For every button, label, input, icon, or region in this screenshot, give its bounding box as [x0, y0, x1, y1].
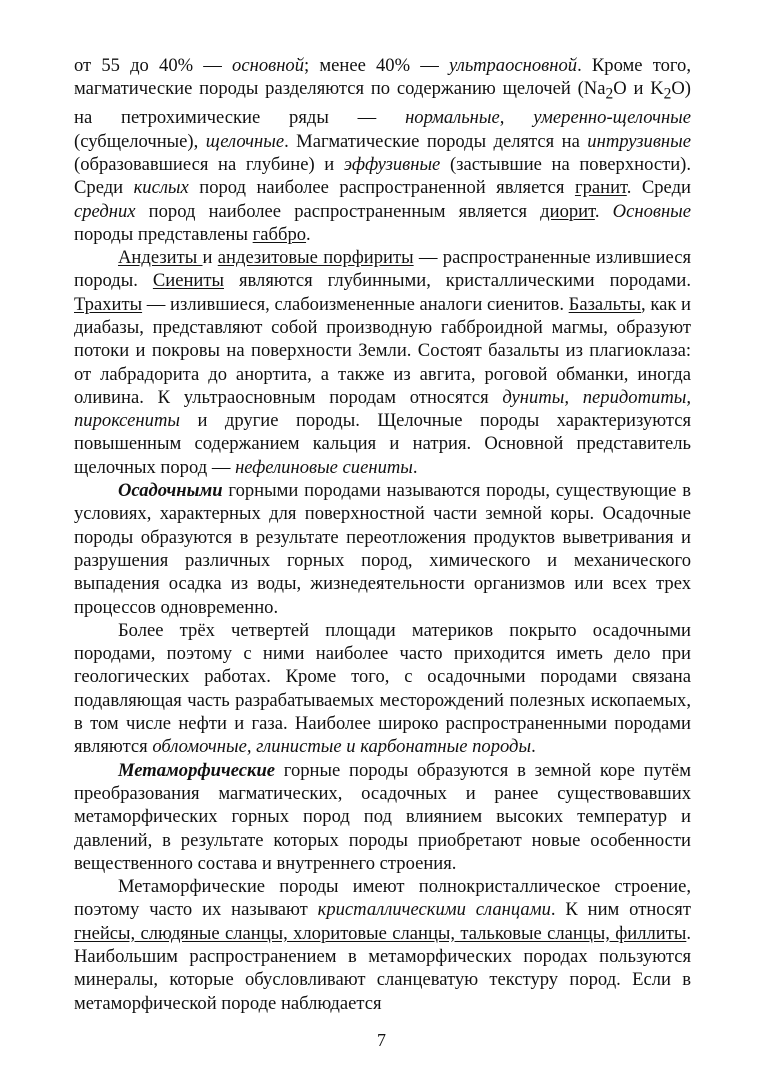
- term-sedimentary-types: обломочные, глинистые и карбонатные породы: [152, 736, 532, 758]
- term-nepheline-syenites: нефелиновые сиениты: [235, 456, 413, 478]
- text-run: ,: [499, 107, 534, 129]
- paragraph-sedimentary-definition: [74, 479, 691, 619]
- term-metamorphic-rock-list: гнейсы, слюдяные сланцы, хлоритовые сланцы, тальковые сланцы, филлиты: [74, 922, 687, 944]
- text-run: Более трёх четвертей площади материков покрыто осадочными породами, поэтому с ними наиболее часто приходится иметь дело при геологических работах. Кроме того, с осадочными породами связана подавляющая часть разрабатываемых месторождений полезных ископаемых, в том числе нефти и газа. Наиболее широко распространенными породами являются: [74, 619, 691, 758]
- term-ultrabasic-list: дуниты, перидотиты, пироксениты: [74, 386, 691, 432]
- text-run: . Кроме того, магматические породы разделяются по содержанию щелочей (Na: [74, 55, 691, 100]
- term-granite: гранит: [574, 177, 627, 199]
- text-run: . Наибольшим распространением в метаморфических породах пользуются минералы, которые обусловливают сланцеватую текстуру пород. Если в метаморфической породе наблюдается: [74, 922, 691, 1014]
- term-intermediate: средних: [74, 200, 136, 222]
- term-basalts: Базальты: [568, 293, 642, 315]
- subscript: 2: [605, 86, 614, 104]
- term-crystalline-schists: кристаллическими сланцами: [317, 899, 551, 921]
- term-andesite-porphyrites: андезитовые порфириты: [217, 247, 414, 269]
- text-run: от 55 до 40% —: [74, 55, 233, 76]
- term-ultrabasic: ультраосновной: [449, 55, 578, 76]
- text-run: , как и диабазы, представляют собой производную габброидной магмы, образуют потоки и покровы на поверхности Земли. Состоят базальты из плагиоклаза: от лабрадорита до анортита, а также из авгита, роговой обманки, иногда оливина. К ультраосновным породам относятся: [74, 293, 692, 408]
- text-run: .: [531, 736, 536, 758]
- term-diorite: диорит: [540, 200, 595, 222]
- text-run: . К ним относят: [550, 899, 691, 921]
- text-run: Метаморфические породы имеют полнокристаллическое строение, поэтому часто их называют: [74, 876, 691, 921]
- term-andesites: Андезиты: [118, 247, 203, 269]
- term-syenites: Сиениты: [152, 270, 224, 292]
- paragraph-metamorphic-definition: [74, 759, 691, 875]
- text-run: пород наиболее распространенной является: [188, 177, 575, 199]
- paragraph-sedimentary-distribution: [74, 619, 691, 759]
- text-run: (застывшие на поверхности). Среди: [74, 153, 691, 199]
- paragraph-metamorphic-structure: [74, 875, 691, 1015]
- term-metamorphic: Метаморфические: [118, 759, 276, 781]
- term-trachytes: Трахиты: [74, 293, 143, 315]
- term-intrusive: интрузивные: [587, 130, 691, 152]
- term-gabbro: габбро: [252, 223, 307, 245]
- text-run: (образовавшиеся на глубине) и: [74, 153, 344, 175]
- term-basic: основной: [232, 55, 305, 76]
- page-number: 7: [377, 1030, 386, 1050]
- document-page: [74, 54, 691, 1015]
- text-run: . Магматические породы делятся на: [284, 130, 588, 152]
- text-run: — излившиеся, слабоизмененные аналоги сиенитов.: [142, 293, 569, 315]
- text-run: пород наиболее распространенным является: [135, 200, 541, 222]
- text-run: горными породами называются породы, существующие в условиях, характерных для поверхностной части земной коры. Осадочные породы образуются в результате переотложения продуктов выветривания и разрушения различных горных пород, химического и механического выпадения осадка из воды, жизнедеятельности организмов или всех трех процессов одновременно.: [74, 480, 691, 618]
- term-normal: нормальные: [405, 107, 500, 129]
- term-effusive: эффузивные: [343, 153, 441, 175]
- text-run: — распространенные излившиеся породы.: [74, 247, 691, 292]
- text-run: .: [306, 223, 311, 245]
- subscript: 2: [663, 86, 672, 104]
- text-run: . Среди: [626, 177, 691, 199]
- text-run: .: [412, 456, 418, 478]
- text-run: являются глубинными, кристаллическими породами.: [224, 270, 691, 292]
- term-alkaline: щелочные: [205, 130, 285, 152]
- term-acidic: кислых: [133, 177, 189, 199]
- text-run: O) на петрохимические ряды —: [74, 78, 691, 129]
- term-basic-rocks: Основные: [612, 200, 692, 222]
- term-moderately-alkaline: умеренно-щелочные: [533, 107, 692, 129]
- text-run: и другие породы. Щелочные породы характеризуются повышенным содержанием кальция и натрия. Основной представитель щелочных пород —: [74, 410, 691, 478]
- text-run: .: [594, 200, 613, 222]
- text-run: O и K: [613, 78, 664, 100]
- text-run: породы представлены: [74, 223, 253, 245]
- text-run: (субщелочные),: [74, 130, 206, 152]
- paragraph-effusive-rocks: [74, 246, 691, 479]
- text-run: ; менее 40% —: [304, 55, 449, 76]
- text-run: и: [202, 247, 213, 269]
- text-run: горные породы образуются в земной коре путём преобразования магматических, осадочных и ранее существовавших метаморфических горных пород под влиянием высоких температур и давлений, в результате которых породы приобретают новые особенности вещественного состава и внутреннего строения.: [74, 759, 691, 874]
- term-sedimentary: Осадочными: [118, 480, 223, 502]
- paragraph-magmatic-classification: [74, 54, 691, 246]
